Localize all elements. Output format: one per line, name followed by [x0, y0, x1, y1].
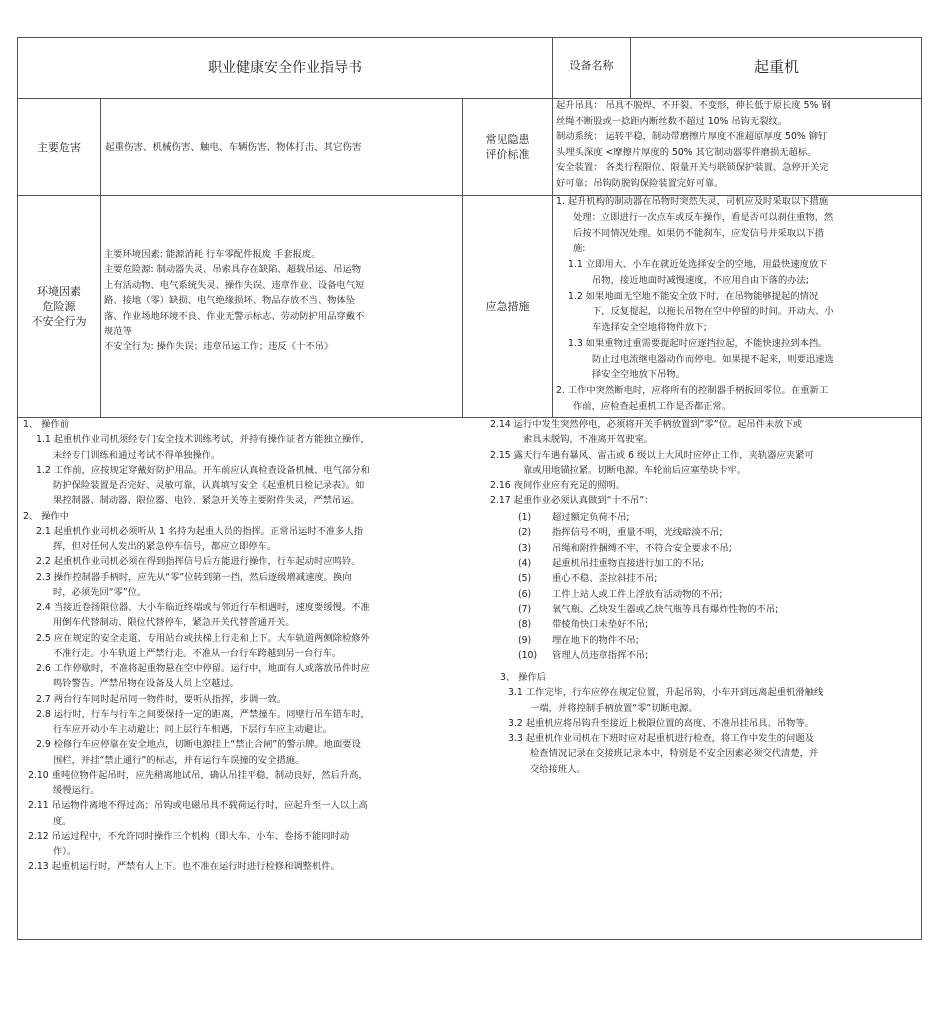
procedure-line: 2.2 起重机作业司机必须在得到指挥信号后方能进行操作，行车起动时应鸣铃。: [36, 556, 361, 568]
procedure-line: 靠或用地锚拉紧。切断电源。车轮前后应塞垫块卡牢。: [523, 464, 747, 476]
procedure-right-bottom: [500, 670, 920, 777]
emergency-line: 1. 起升机构的制动器在吊物时突然失灵，司机应及时采取以下措施: [556, 196, 829, 207]
procedure-line: 3.3 起重机作业司机在下班时应对起重机进行检查，将工作中发生的问题及: [508, 733, 814, 745]
emergency-line: 后按不同情况处理。如果仍不能刹车，应发信号并采取以下措: [573, 227, 825, 239]
environment-label-line2: 危险源: [42, 300, 76, 313]
procedure-line: 2.4 当接近卷扬限位器、大小车临近终端或与邻近行车相遇时，速度要缓慢。不准: [36, 602, 370, 613]
procedure-line: 行车应开动小车主动避让；同上层行车相遇，下层行车应主动避让。: [53, 724, 332, 735]
standards-line: 丝绳不断股或一捻距内断丝数不超过 10% 吊钩无裂纹。: [556, 115, 788, 127]
procedure-line: 不准行走。小车轨道上严禁行走。不准从一台行车跨越到另一台行车。: [53, 647, 342, 659]
standards-line: 起升吊具： 吊具不脱焊、不开裂、不变形，伸长低于原长度 5% 钢: [556, 100, 831, 111]
procedure-line: 度。: [53, 815, 72, 827]
rule-text: 超过额定负荷不吊;: [552, 512, 630, 523]
standards-line: 头埋头深度 <摩擦片厚度的 50% 其它制动器零件磨损无超标。: [556, 146, 817, 158]
procedure-line: 2.5 应在规定的安全走道、专用站台或扶梯上行走和上下。大车轨道两侧除检修外: [36, 632, 370, 644]
rule-text: 起重机吊挂重物直接进行加工的不吊;: [552, 558, 704, 570]
document-title: 职业健康安全作业指导书: [208, 59, 362, 76]
procedure-line: 挥，但对任何人发出的紧急停车信号，都应立即停车。: [53, 541, 277, 552]
rule-number: (7): [518, 604, 532, 616]
procedure-line: 2.3 操作控制器手柄时，应先从“零”位转到第一挡，然后逐级增减速度。换向: [36, 571, 352, 583]
environment-line: 主要危险源: 制动器失灵、吊索具存在缺陷、超载吊运、吊运物: [104, 264, 362, 276]
procedure-line: 2.7 两台行车同时起吊同一物件时，要听从指挥，步调一致。: [36, 693, 287, 705]
procedure-line: 2.16 夜间作业应有充足的照明。: [490, 480, 626, 492]
procedure-line: 一端，并将控制手柄放置“零”切断电源。: [530, 702, 698, 714]
device-name: 起重机: [753, 57, 799, 76]
rule-item: [518, 587, 918, 602]
divider: [552, 98, 553, 417]
procedure-line: 1.2 工作前，应按规定穿戴好防护用品。开车前应认真检查设备机械、电气部分和: [36, 464, 370, 476]
rule-text: 埋在地下的物件不吊;: [552, 634, 639, 646]
environment-label-line3: 不安全行为: [31, 315, 87, 328]
emergency-text: [556, 194, 920, 415]
procedure-line: 2.12 吊运过程中，不允许同时操作三个机构（即大车、小车、卷扬不能同时动: [28, 830, 350, 842]
rule-item: [518, 525, 918, 540]
rule-item: [518, 571, 918, 586]
rule-number: (3): [518, 542, 532, 554]
rule-item: [518, 556, 918, 571]
rule-text: 带棱角快口未垫好不吊;: [552, 619, 649, 631]
rule-text: 指挥信号不明，重量不明，光线暗淡不吊;: [552, 527, 723, 539]
emergency-line: 择安全空地放下吊物。: [592, 369, 685, 381]
rule-item: [518, 617, 918, 632]
rule-item: [518, 633, 918, 648]
section-heading: 3、 操作后: [500, 672, 547, 683]
procedure-left: [23, 417, 458, 875]
procedure-line: 2.8 运行时，行车与行车之间要保持一定的距离，严禁撞车。同壁行吊车错车时，: [36, 708, 370, 720]
section-heading: 2、 操作中: [23, 510, 70, 522]
procedure-line: 2.1 起重机作业司机必须听从 1 名持为起重人员的指挥。正常吊运时不准多人指: [36, 525, 364, 537]
environment-line: 落、作业场地环境不良、作业无警示标志、劳动防护用品穿戴不: [104, 310, 365, 322]
environment-label: [18, 196, 100, 417]
procedure-line: 2.14 运行中发生突然停电，必须将开关手柄放置到“零”位。起吊件未放下或: [490, 419, 803, 430]
environment-line: 上有活动物、电气系统失灵、操作失误、违章作业、设备电气短: [104, 279, 365, 291]
procedure-line: 时，必须先回“零”位。: [53, 586, 147, 598]
procedure-line: 果控制器、制动器、限位器、电铃、紧急开关等主要附件失灵，严禁吊运。: [53, 495, 360, 507]
emergency-line: 吊物，接近地面时减慢速度，不应用自由下落的办法;: [592, 274, 809, 286]
environment-line: 主要环境因素: 能源消耗 行车零配件报废 手套报废。: [104, 249, 321, 260]
procedure-line: 索具未脱钩，不准离开驾驶室。: [523, 434, 654, 446]
environment-line: 不安全行为: 操作失误；违章吊运工作；违反《十不吊》: [104, 341, 334, 353]
emergency-line: 1.3 如果重物过重需要提起时应逐挡拉起，不能快速拉到本挡。: [568, 337, 828, 349]
standards-label-line1: 常见隐患: [485, 133, 530, 146]
rule-text: 吊绳和附件捆缚不牢，不符合安全要求不吊;: [552, 542, 732, 554]
procedure-line: 缓慢运行。: [53, 785, 100, 796]
procedure-line: 鸣铃警告。严禁吊物在设备及人员上空越过。: [53, 678, 239, 690]
rule-number: (2): [518, 527, 532, 539]
procedure-line: 2.11 吊运物件离地不得过高；吊钩或电磁吊具不载荷运行时，应起升至一人以上高: [28, 800, 368, 812]
procedure-line: 用倒车代替制动、限位代替停车，紧急开关代替普通开关。: [53, 617, 295, 629]
procedure-line: 2.9 检修行车应停靠在安全地点，切断电源挂上“禁止合闸”的警示牌。地面要设: [36, 739, 361, 751]
rule-text: 重心不稳、歪拉斜挂不吊;: [552, 573, 658, 585]
rule-text: 管理人员违章指挥不吊;: [552, 650, 649, 662]
emergency-line: 防止过电流继电器动作而停电。如果提不起来，则要迅速选: [592, 353, 834, 365]
rule-number: (10): [518, 650, 538, 662]
standards-line: 安全装置： 各类行程限位、限量开关与联锁保护装置、急停开关完: [556, 162, 829, 174]
emergency-label: 应急措施: [485, 300, 530, 313]
device-label: 设备名称: [569, 58, 614, 72]
procedure-line: 3.1 工作完毕，行车应停在规定位置，升起吊钩，小车开到远离起重机滑触线: [508, 687, 824, 699]
rule-number: (4): [518, 558, 532, 570]
section-heading: 1、 操作前: [23, 419, 70, 430]
procedure-right-top: [490, 417, 920, 509]
emergency-line: 施:: [573, 243, 586, 255]
emergency-line: 车选择安全空地将物件放下;: [592, 322, 707, 333]
procedure-line: 3.2 起重机应将吊钩升至接近上极限位置的高度、不准吊挂吊具、吊物等。: [508, 717, 814, 729]
emergency-line: 处理：立即进行一次点车或反车操作，看是否可以刹住重物，然: [573, 211, 834, 223]
environment-text: [104, 247, 460, 355]
rule-text: 氧气瓶、乙炔发生器或乙炔气瓶等具有爆炸性物的不吊;: [552, 604, 779, 616]
standards-label: [463, 99, 552, 195]
rule-number: (1): [518, 512, 532, 523]
standards-label-line2: 评价标准: [485, 148, 530, 161]
rule-item: [518, 541, 918, 556]
procedure-line: 围栏，并挂“禁止通行”的标志，并有运行车误撞的安全措施。: [53, 754, 305, 766]
procedure-line: 1.1 起重机作业司机须经专门安全技术训练考试，并持有操作证者方能独立操作，: [36, 434, 370, 446]
emergency-line: 1.1 立即用大、小车在就近处选择安全的空地，用最快速度放下: [568, 259, 828, 270]
procedure-line: 2.10 重吨位物件起吊时，应先稍离地试吊，确认吊挂平稳，制动良好，然后升高，: [28, 769, 368, 781]
environment-line: 路、接地（零）缺损、电气绝缘损坏、物品存放不当、物体坠: [104, 295, 356, 307]
hazards-text: 起重伤害、机械伤害、触电、车辆伤害、物体打击、其它伤害: [105, 141, 362, 153]
emergency-line: 2. 工作中突然断电时，应将所有的控制器手柄扳回零位。在重新工: [556, 385, 829, 396]
ten-rules-list: [518, 510, 918, 663]
procedure-line: 检查情况记录在交接班记录本中，特别是不安全因素必须交代清楚，并: [530, 748, 819, 760]
rule-text: 工件上站人或工件上浮放有活动物的不吊;: [552, 588, 723, 600]
standards-line: 制动系统： 运转平稳，制动带磨擦片厚度不准超原厚度 50% 铆钉: [556, 131, 828, 143]
procedure-line: 2.13 起重机运行时，严禁有人上下。也不准在运行时进行检修和调整机件。: [28, 861, 340, 873]
rule-number: (5): [518, 573, 532, 585]
rule-number: (9): [518, 634, 532, 646]
procedure-line: 作）。: [53, 846, 77, 857]
procedure-line: 2.6 工作停歇时，不准将起重物悬在空中停留。运行中，地面有人或落放吊件时应: [36, 663, 370, 674]
procedure-line: 2.17 起重作业必须认真做到“十不吊”：: [490, 495, 654, 507]
rule-number: (6): [518, 588, 532, 600]
standards-text: [556, 98, 920, 192]
rule-item: [518, 648, 918, 663]
environment-line: 规范等: [104, 326, 132, 338]
emergency-line: 下，反复提起，以拖长吊物在空中停留的时间。开动大、小: [592, 306, 834, 318]
procedure-line: 防护保险装置是否完好、灵敏可靠，认真填写安全《起重机日检记录表》。如: [53, 480, 365, 491]
rule-item: [518, 602, 918, 617]
emergency-line: 作前，应检查起重机工作是否都正常。: [573, 400, 732, 412]
procedure-line: 2.15 露天行车遇有暴风、雷击或 6 级以上大风时应停止工作，夹轨器应夹紧可: [490, 449, 814, 461]
rule-number: (8): [518, 619, 532, 631]
emergency-line: 1.2 如果地面无空地不能安全放下时，在吊物能够提起的情况: [568, 290, 819, 302]
rule-item: [518, 510, 918, 525]
procedure-line: 交给接班人。: [530, 763, 586, 775]
environment-label-line1: 环境因素: [37, 285, 81, 298]
procedure-line: 未经专门训练和通过考试不得单独操作。: [53, 449, 221, 461]
standards-line: 好可靠；吊钩防脱钩保险装置完好可靠。: [556, 177, 724, 189]
hazards-label: 主要危害: [37, 140, 81, 154]
